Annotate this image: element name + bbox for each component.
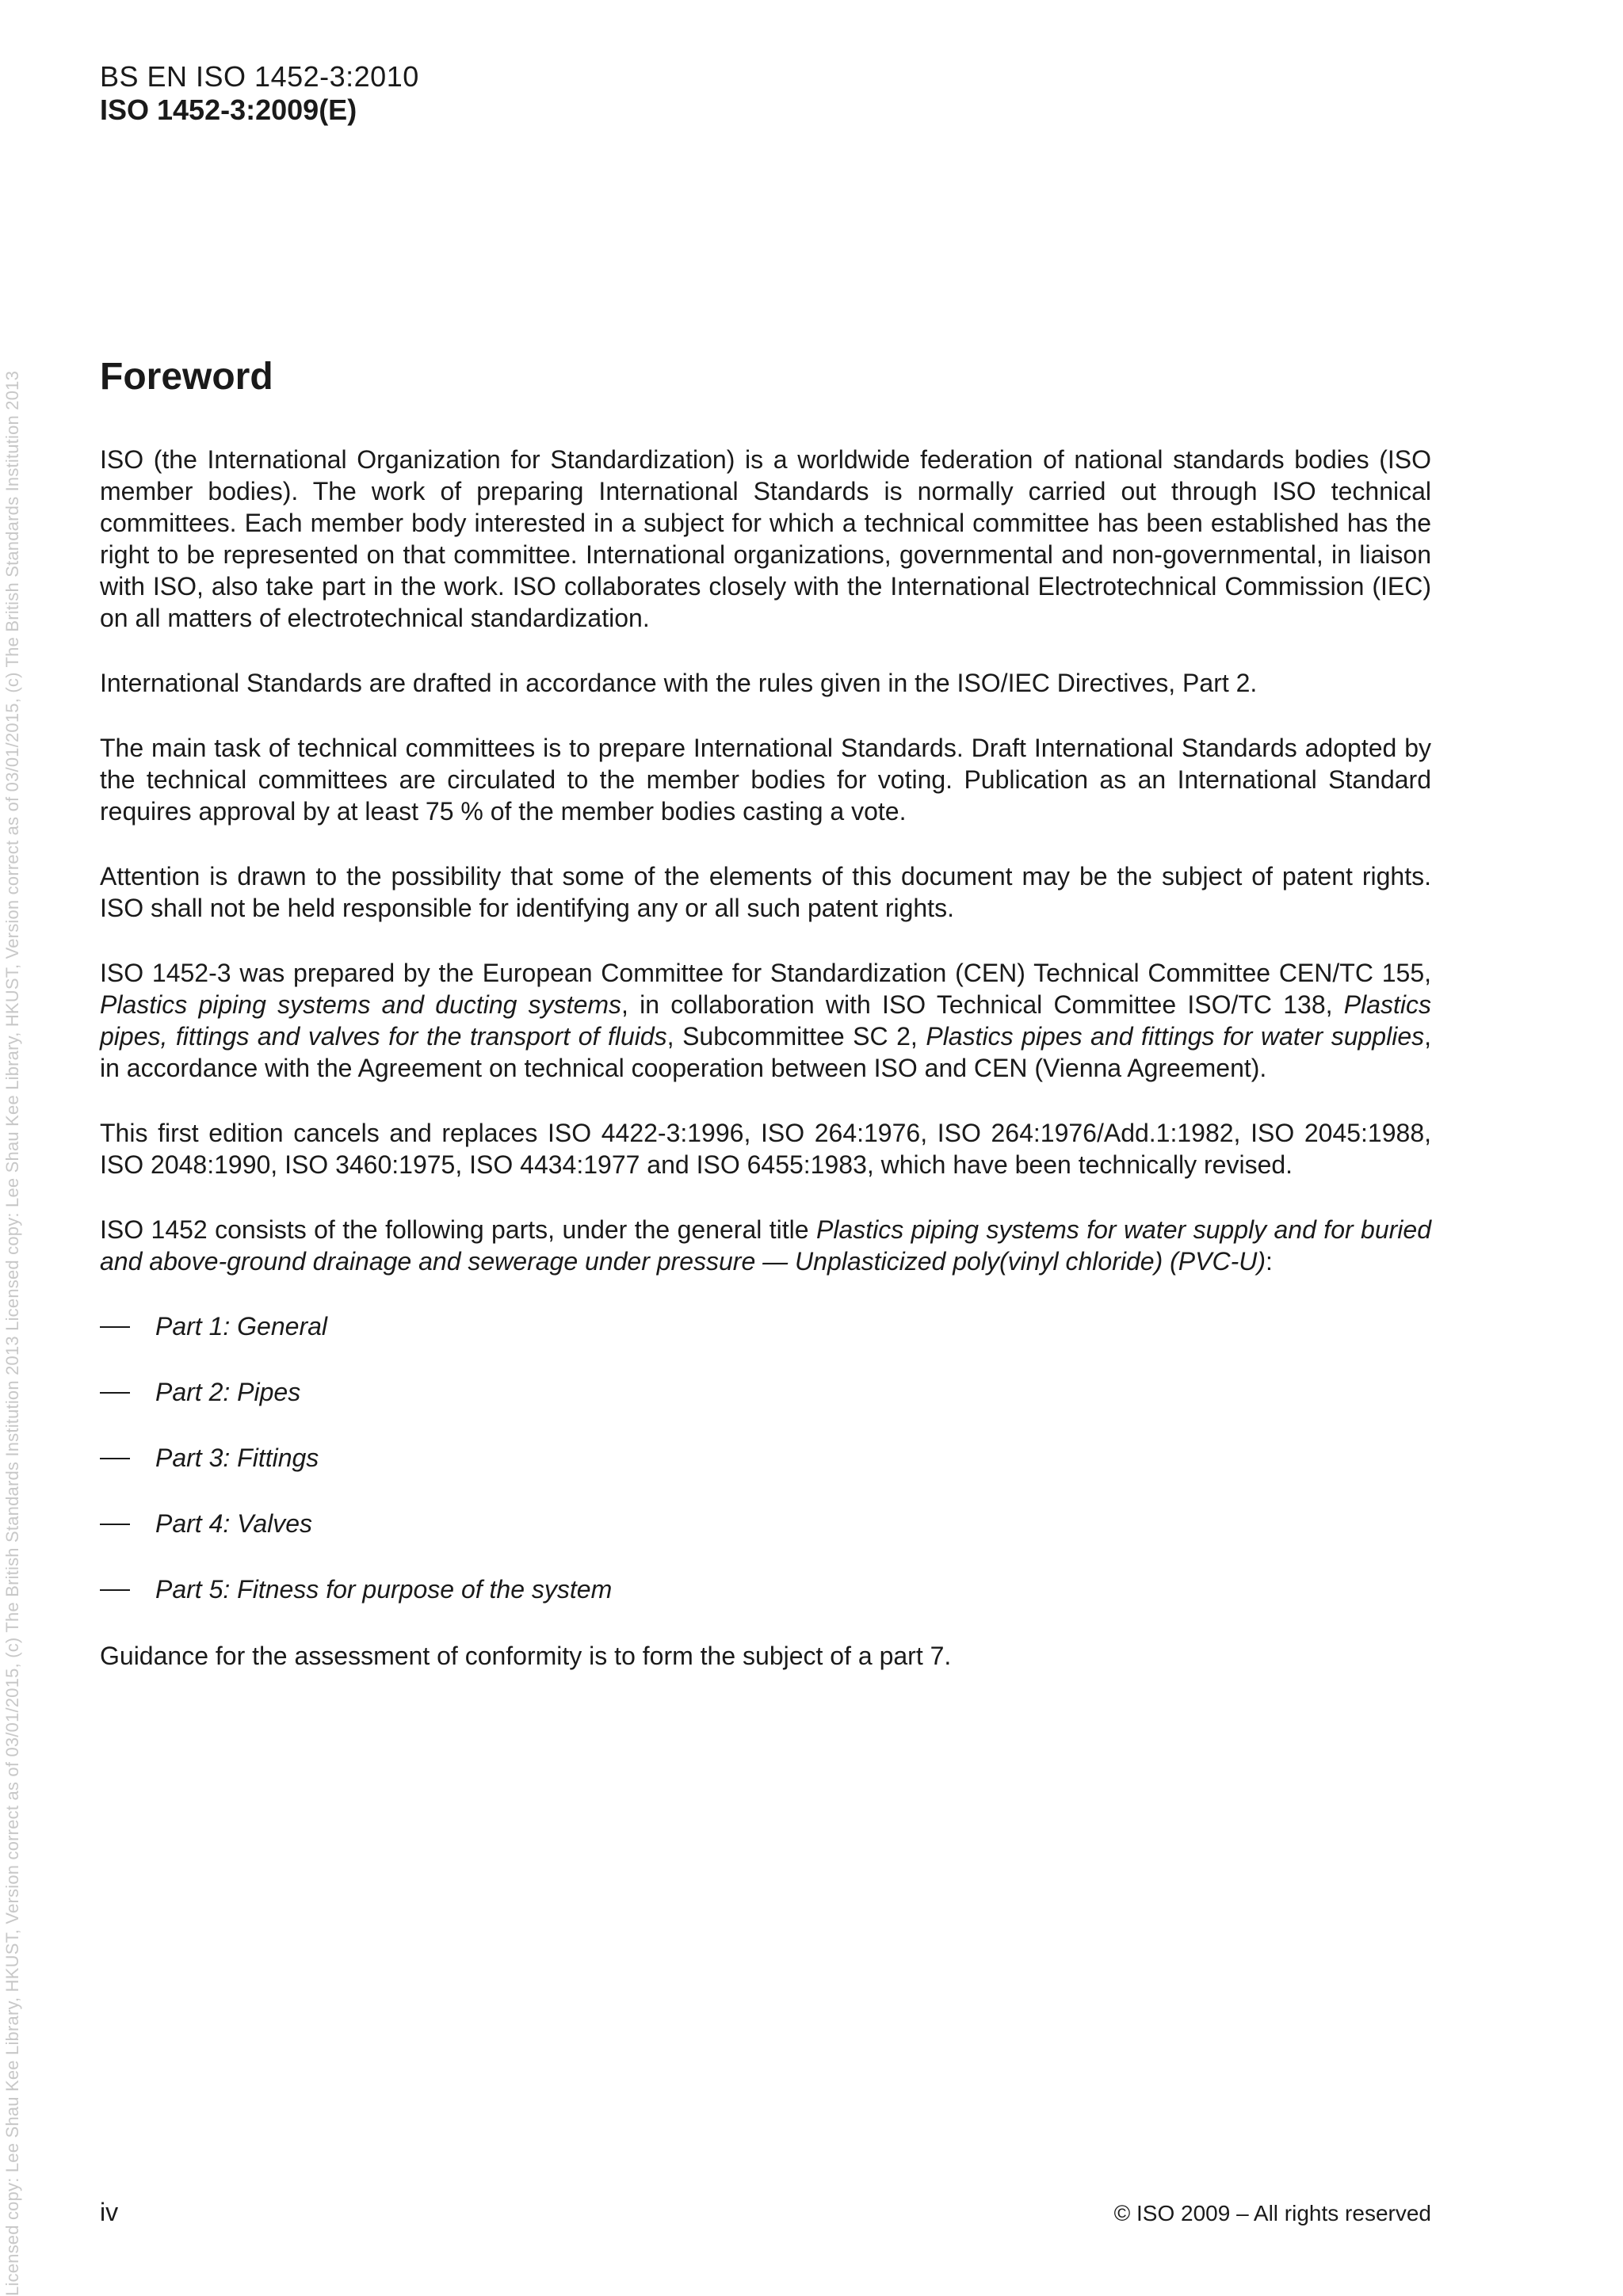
subcommittee-title: Plastics pipes and fittings for water supplies [926,1022,1425,1051]
page-title: Foreword [100,356,273,398]
parts-list [100,1310,1431,1607]
list-item [100,1376,1431,1409]
paragraph-first-edition: This first edition cancels and replaces ISO 4422-3:1996, ISO 264:1976, ISO 264:1976/Add.1:1982, ISO 2045:1988, ISO 2048:1990, ISO 3460:1975, ISO 4434:1977 and ISO 6455:1983, which have been technically revised. [100,1119,1431,1179]
em-dash [100,1392,130,1394]
em-dash [100,1589,130,1591]
foreword-body [100,444,1431,1672]
part-title: Part 1: General [155,1312,327,1341]
part-title: Part 3: Fittings [155,1444,319,1472]
list-item [100,1442,1431,1475]
em-dash [100,1458,130,1459]
list-item [100,1310,1431,1344]
copyright-notice: © ISO 2009 – All rights reserved [1113,2201,1431,2225]
list-item [100,1508,1431,1541]
paragraph-prepared-by [100,957,1431,1084]
header-bs-en-number: BS EN ISO 1452-3:2010 [100,60,419,93]
committee-title-cen: Plastics piping systems and ducting systems [100,990,622,1019]
paragraph-patent-rights: Attention is drawn to the possibility that some of the elements of this document may be the subject of patent rights. ISO shall not be held responsible for identifying any or all such patent rights. [100,862,1431,922]
general-title: Plastics piping systems for water supply and for buried and above-ground drainage and sewerage under pressure — Unplasticized poly(vinyl chloride) (PVC-U) [100,1215,1431,1276]
em-dash [100,1524,130,1525]
prepared-by-text-2: , in collaboration with ISO Technical Committee ISO/TC 138, [621,990,1344,1019]
prepared-by-text-1: ISO 1452-3 was prepared by the European Committee for Standardization (CEN) Technical Committee CEN/TC 155, [100,959,1431,987]
license-watermark: Licensed copy: Lee Shau Kee Library, HKUST, Version correct as of 03/01/2015, (c) The British Standards Institution 2013 Licensed copy: Lee Shau Kee Library, HKUST, Version correct as of 03/01/2015, (c) The British Standards Institution 2013 [2,370,22,2296]
part-title: Part 2: Pipes [155,1378,301,1406]
consists-of-text-2: : [1265,1247,1273,1276]
page-number: iv [100,2198,119,2226]
em-dash [100,1326,130,1328]
header-iso-number: ISO 1452-3:2009(E) [100,93,357,126]
paragraph-main-task: The main task of technical committees is to prepare International Standards. Draft International Standards adopted by the technical committees are circulated to the member bodies for voting. Publication as an International Standard requires approval by at least 75 % of the member bodies casting a vote. [100,734,1431,826]
prepared-by-text-4: , in accordance with the Agreement on technical cooperation between ISO and CEN (Vienna Agreement). [100,1022,1432,1082]
part-title: Part 4: Valves [155,1509,313,1538]
paragraph-directives: International Standards are drafted in accordance with the rules given in the ISO/IEC Directives, Part 2. [100,669,1258,697]
consists-of-text-1: ISO 1452 consists of the following parts, under the general title [100,1215,816,1244]
paragraph-conformity: Guidance for the assessment of conformity is to form the subject of a part 7. [100,1642,952,1670]
paragraph-consists-of [100,1214,1431,1277]
part-title: Part 5: Fitness for purpose of the system [155,1575,613,1604]
committee-title-iso: Plastics pipes, fittings and valves for the transport of fluids [100,990,1431,1051]
prepared-by-text-3: , Subcommittee SC 2, [666,1022,926,1051]
list-item [100,1573,1431,1607]
paragraph-iso-intro: ISO (the International Organization for Standardization) is a worldwide federation of national standards bodies (ISO member bodies). The work of preparing International Standards is normally carried out through ISO technical committees. Each member body interested in a subject for which a technical committee has been established has the right to be represented on that committee. International organizations, governmental and non-governmental, in liaison with ISO, also take part in the work. ISO collaborates closely with the International Electrotechnical Commission (IEC) on all matters of electrotechnical standardization. [100,445,1431,632]
